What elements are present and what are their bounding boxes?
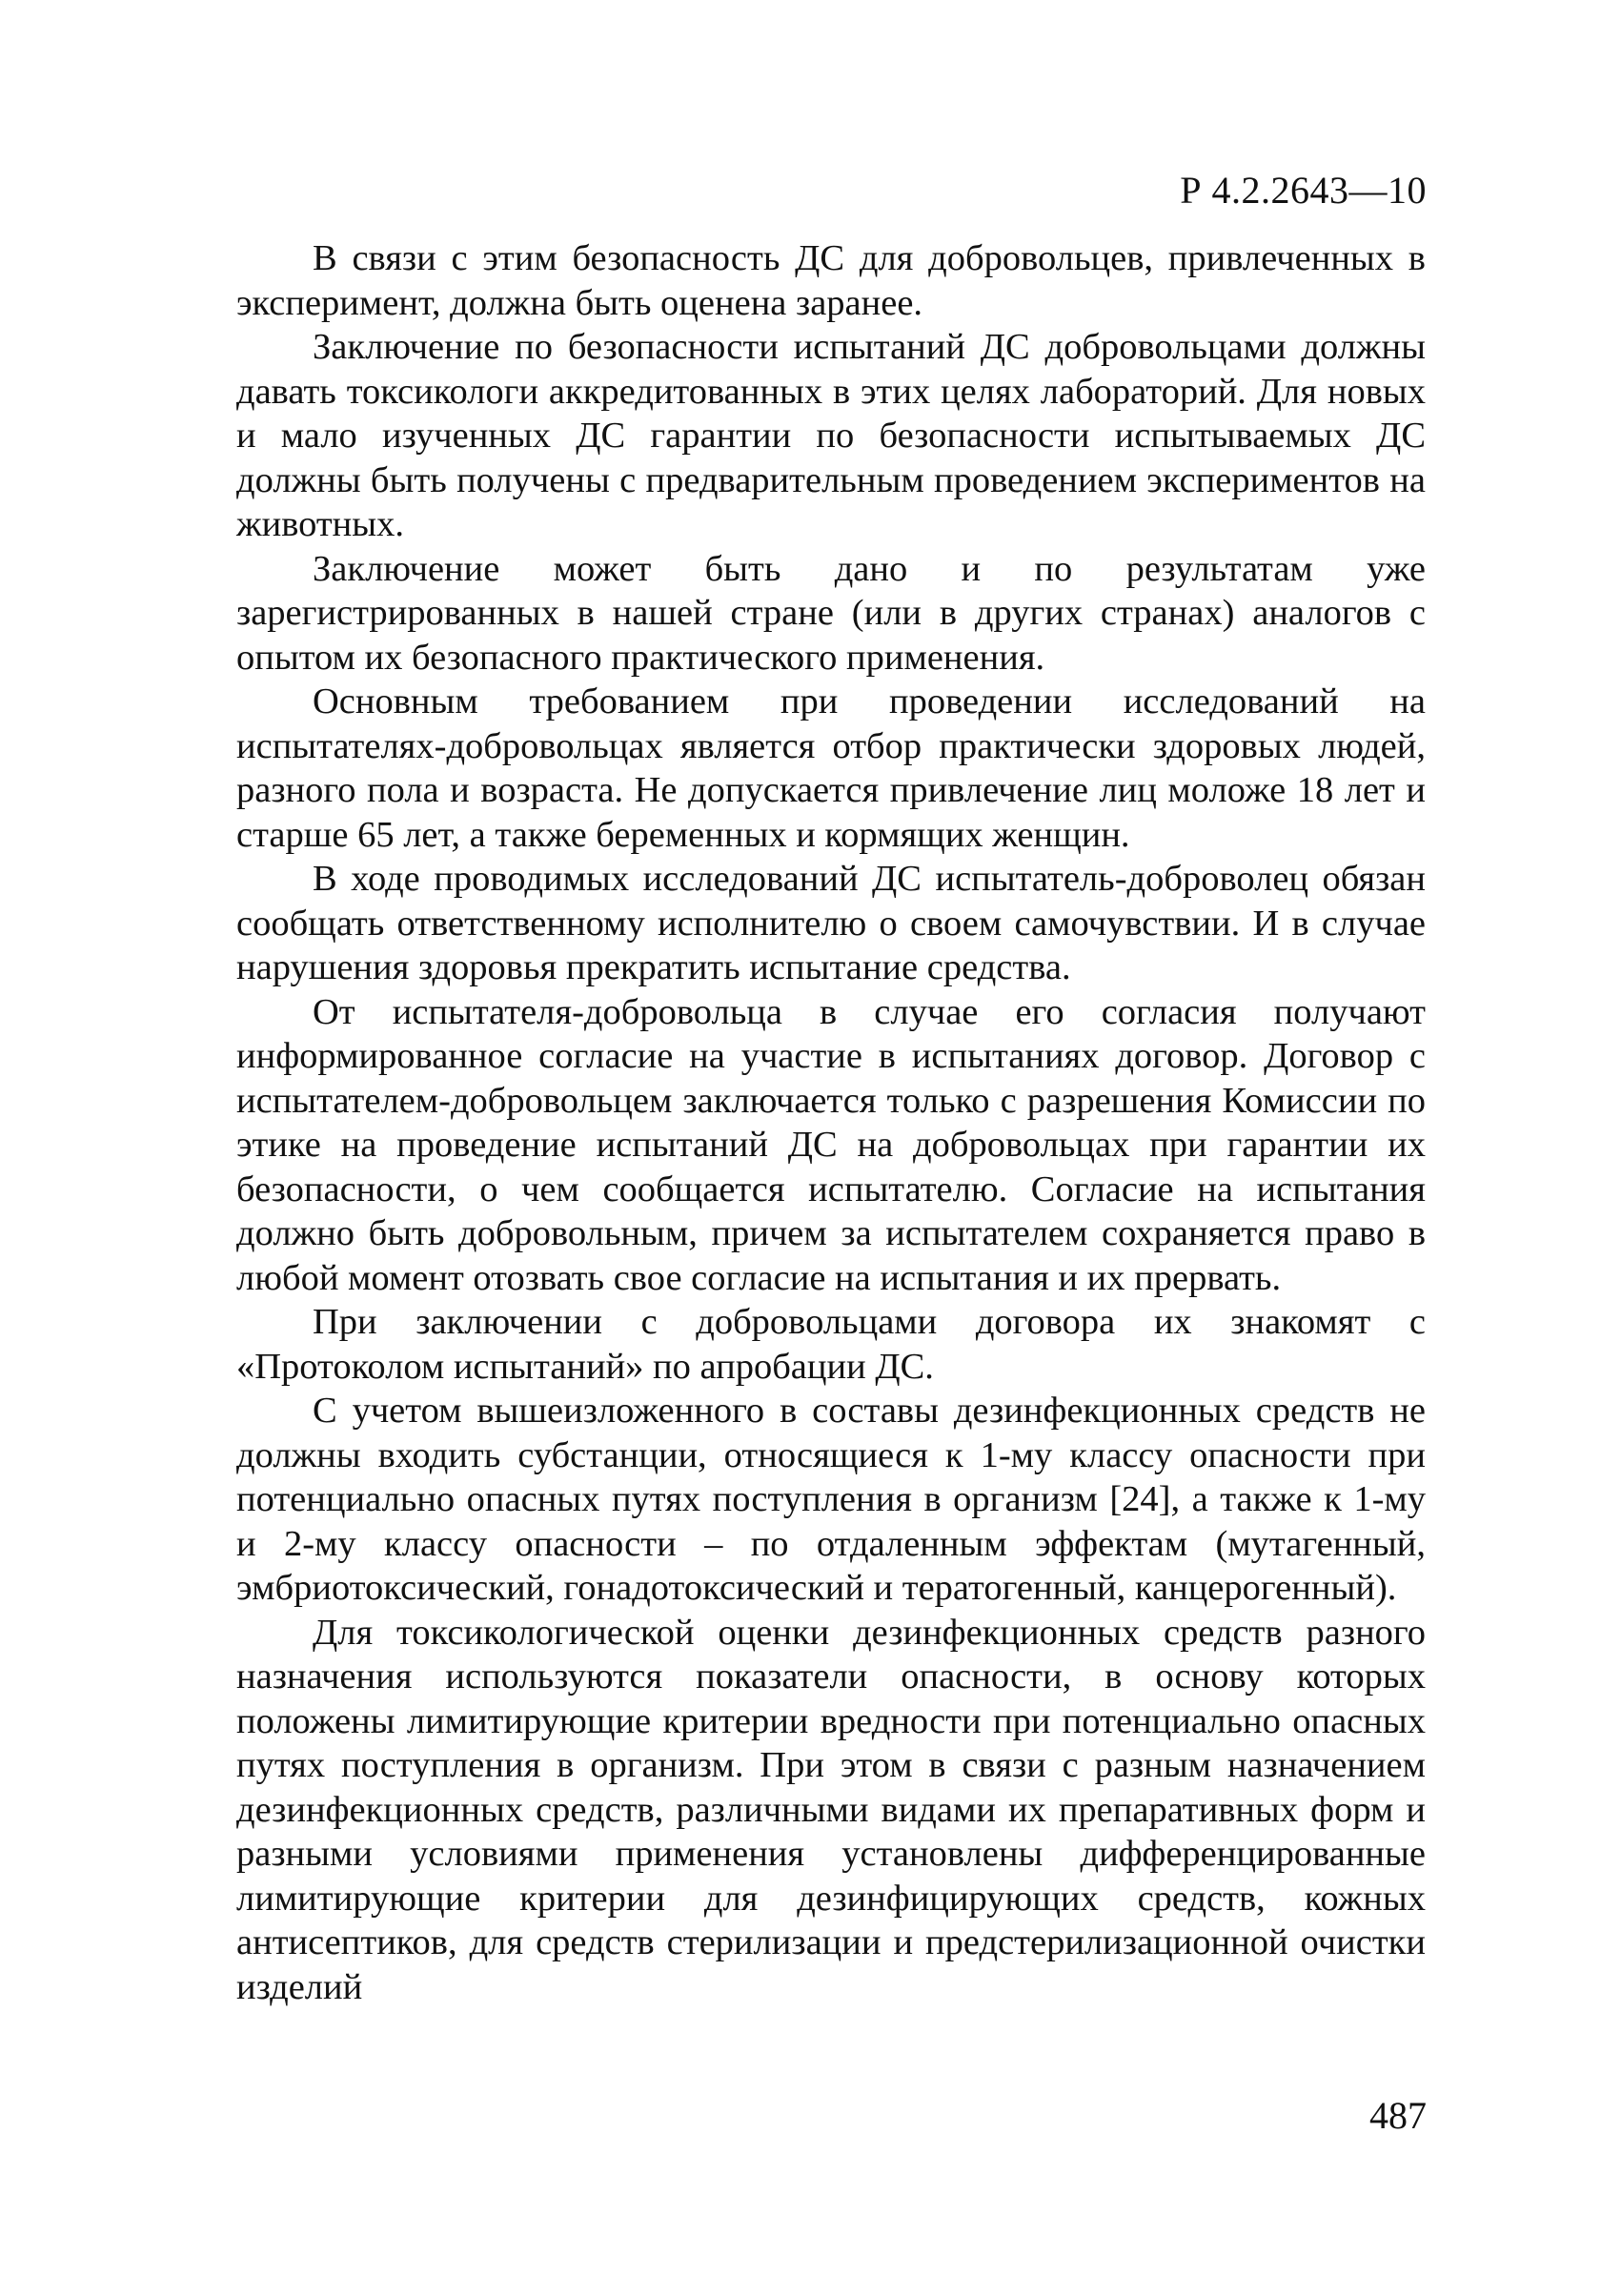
body-text [236,236,1426,2009]
paragraph: Основным требованием при проведении исследований на испытателях-добровольцах является отбор практически здоровых людей, разного пола и возраста. Не допускается привлечение лиц моложе 18 лет и старше 65 лет, а также беременных и кормящих женщин. [236,681,1426,855]
paragraph: Заключение по безопасности испытаний ДС добровольцами должны давать токсикологи аккредитованных в этих целях лабораторий. Для новых и мало изученных ДС гарантии по безопасности испытываемых ДС должны быть получены с предварительным проведением экспериментов на животных. [236,327,1426,544]
paragraph: При заключении с добровольцами договора их знакомят с «Протоколом испытаний» по апробации ДС. [236,1302,1426,1387]
paragraph: От испытателя-добровольца в случае его согласия получают информированное согласие на участие в испытаниях договор. Договор с испытателем-добровольцем заключается только с разрешения Комиссии по этике на проведение испытаний ДС на добровольцах при гарантии их безопасности, о чем сообщается испытателю. Согласие на испытания должно быть добровольным, причем за испытателем сохраняется право в любой момент отозвать свое согласие на испытания и их прервать. [236,991,1426,1298]
paragraph: Заключение может быть дано и по результатам уже зарегистрированных в нашей стране (или в других странах) аналогов с опытом их безопасного практического применения. [236,548,1426,678]
paragraph: В связи с этим безопасность ДС для добровольцев, привлеченных в эксперимент, должна быть оценена заранее. [236,238,1426,323]
paragraph: В ходе проводимых исследований ДС испытатель-доброволец обязан сообщать ответственному исполнителю о своем самочувствии. И в случае нарушения здоровья прекратить испытание средства. [236,859,1426,987]
document-code-header: Р 4.2.2643—10 [1180,169,1427,212]
paragraph: С учетом вышеизложенного в составы дезинфекционных средств не должны входить субстанции, относящиеся к 1-му классу опасности при потенциально опасных путях поступления в организм [24], а также к 1-му и 2-му классу опасности – по отдаленным эффектам (мутагенный, эмбриотоксический, гонадотоксический и тератогенный, канцерогенный). [236,1391,1426,1608]
paragraph: Для токсикологической оценки дезинфекционных средств разного назначения используются показатели опасности, в основу которых положены лимитирующие критерии вредности при потенциально опасных путях поступления в организм. При этом в связи с разным назначением дезинфекционных средств, различными видами их препаративных форм и разными условиями применения установлены дифференцированные лимитирующие критерии для дезинфицирующих средств, кожных антисептиков, для средств стерилизации и предстерилизационной очистки изделий [236,1612,1426,2007]
page-number: 487 [1369,2094,1427,2137]
